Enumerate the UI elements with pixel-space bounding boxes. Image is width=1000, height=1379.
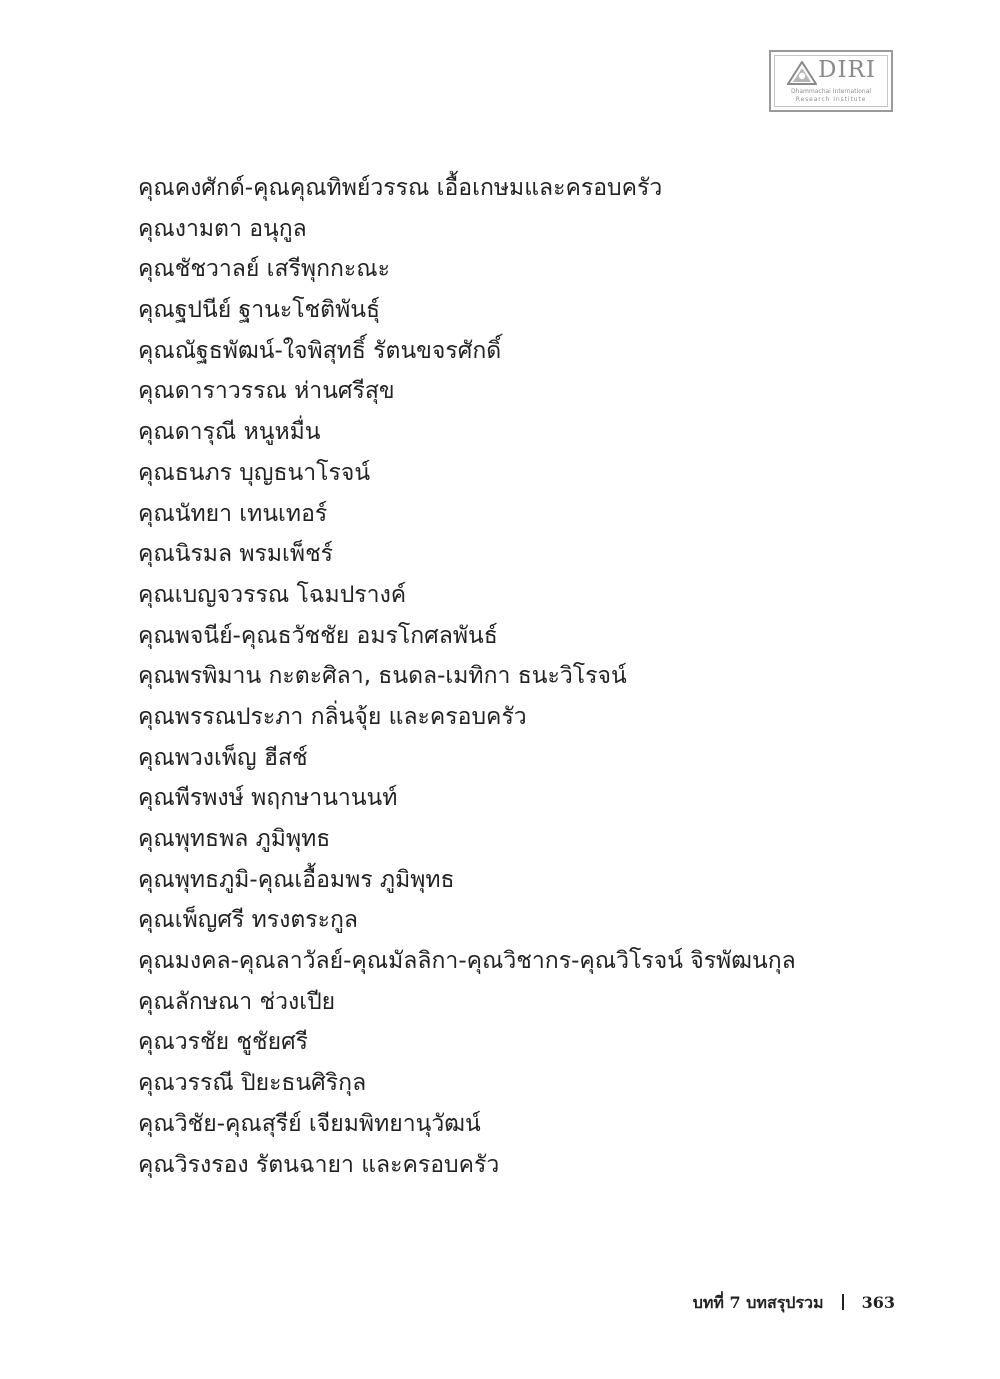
donor-name: คุณพรพิมาน กะตะศิลา, ธนดล-เมทิกา ธนะวิโรจน์ xyxy=(138,663,627,690)
donor-name: คุณพุทธพล ภูมิพุทธ xyxy=(138,826,331,852)
donor-name: คุณวรรณี ปิยะธนศิริกุล xyxy=(138,1070,367,1097)
chapter-title: บทที่ 7 บทสรุปรวม xyxy=(692,1293,824,1312)
dhammachai-emblem-icon xyxy=(787,61,817,85)
donor-name: คุณพรรณประภา กลิ่นจุ้ย และครอบครัว xyxy=(138,703,527,730)
donor-name: คุณพุทธภูมิ-คุณเอื้อมพร ภูมิพุทธ xyxy=(138,866,455,893)
donor-name: คุณวิชัย-คุณสุรีย์ เจียมพิทยานุวัฒน์ xyxy=(138,1110,481,1137)
page-footer xyxy=(693,1291,895,1316)
donor-name: คุณมงคล-คุณลาวัลย์-คุณมัลลิกา-คุณวิชากร-คุณวิโรจน์ จิรพัฒนกุล xyxy=(138,948,796,975)
donor-name: คุณคงศักด์-คุณคุณทิพย์วรรณ เอื้อเกษมและครอบครัว xyxy=(138,175,663,201)
page-number: 363 xyxy=(861,1293,895,1312)
donor-name: คุณฐปนีย์ ฐานะโชติพันธุ์ xyxy=(138,297,381,324)
donor-name: คุณวรชัย ชูชัยศรี xyxy=(138,1029,309,1056)
donor-name: คุณวิรงรอง รัตนฉายา และครอบครัว xyxy=(138,1151,500,1178)
donor-name: คุณดารุณี หนูหมื่น xyxy=(138,419,321,446)
footer-divider xyxy=(842,1294,844,1310)
donor-name: คุณนิรมล พรมเพ็ชร์ xyxy=(138,541,334,568)
donor-name: คุณดาราวรรณ ห่านศรีสุข xyxy=(138,378,395,405)
logo-subtitle-line1: Dhammachai International xyxy=(790,88,872,95)
donor-name: คุณงามตา อนุกูล xyxy=(138,215,307,242)
donor-name: คุณนัทยา เทนเทอร์ xyxy=(138,500,328,527)
logo-title: DIRI xyxy=(818,57,876,83)
donor-name: คุณพวงเพ็ญ ฮีสช์ xyxy=(138,744,308,771)
donor-name-list xyxy=(138,168,796,1185)
donor-name: คุณพีรพงษ์ พฤกษานานนท์ xyxy=(138,785,398,812)
diri-logo xyxy=(769,50,893,112)
donor-name: คุณณัฐธพัฒน์-ใจพิสุทธิ์ รัตนขจรศักดิ์ xyxy=(138,337,502,364)
donor-name: คุณลักษณา ช่วงเปีย xyxy=(138,988,336,1015)
donor-name: คุณเบญจวรรณ โฉมปรางค์ xyxy=(138,581,407,608)
donor-name: คุณชัชวาลย์ เสรีพุกกะณะ xyxy=(138,256,390,283)
donor-name: คุณธนภร บุญธนาโรจน์ xyxy=(138,459,371,486)
logo-subtitle-line2: Research Institute xyxy=(795,96,867,103)
donor-name: คุณพจนีย์-คุณธวัชชัย อมรโกศลพันธ์ xyxy=(138,622,498,649)
donor-name: คุณเพ็ญศรี ทรงตระกูล xyxy=(138,907,359,934)
